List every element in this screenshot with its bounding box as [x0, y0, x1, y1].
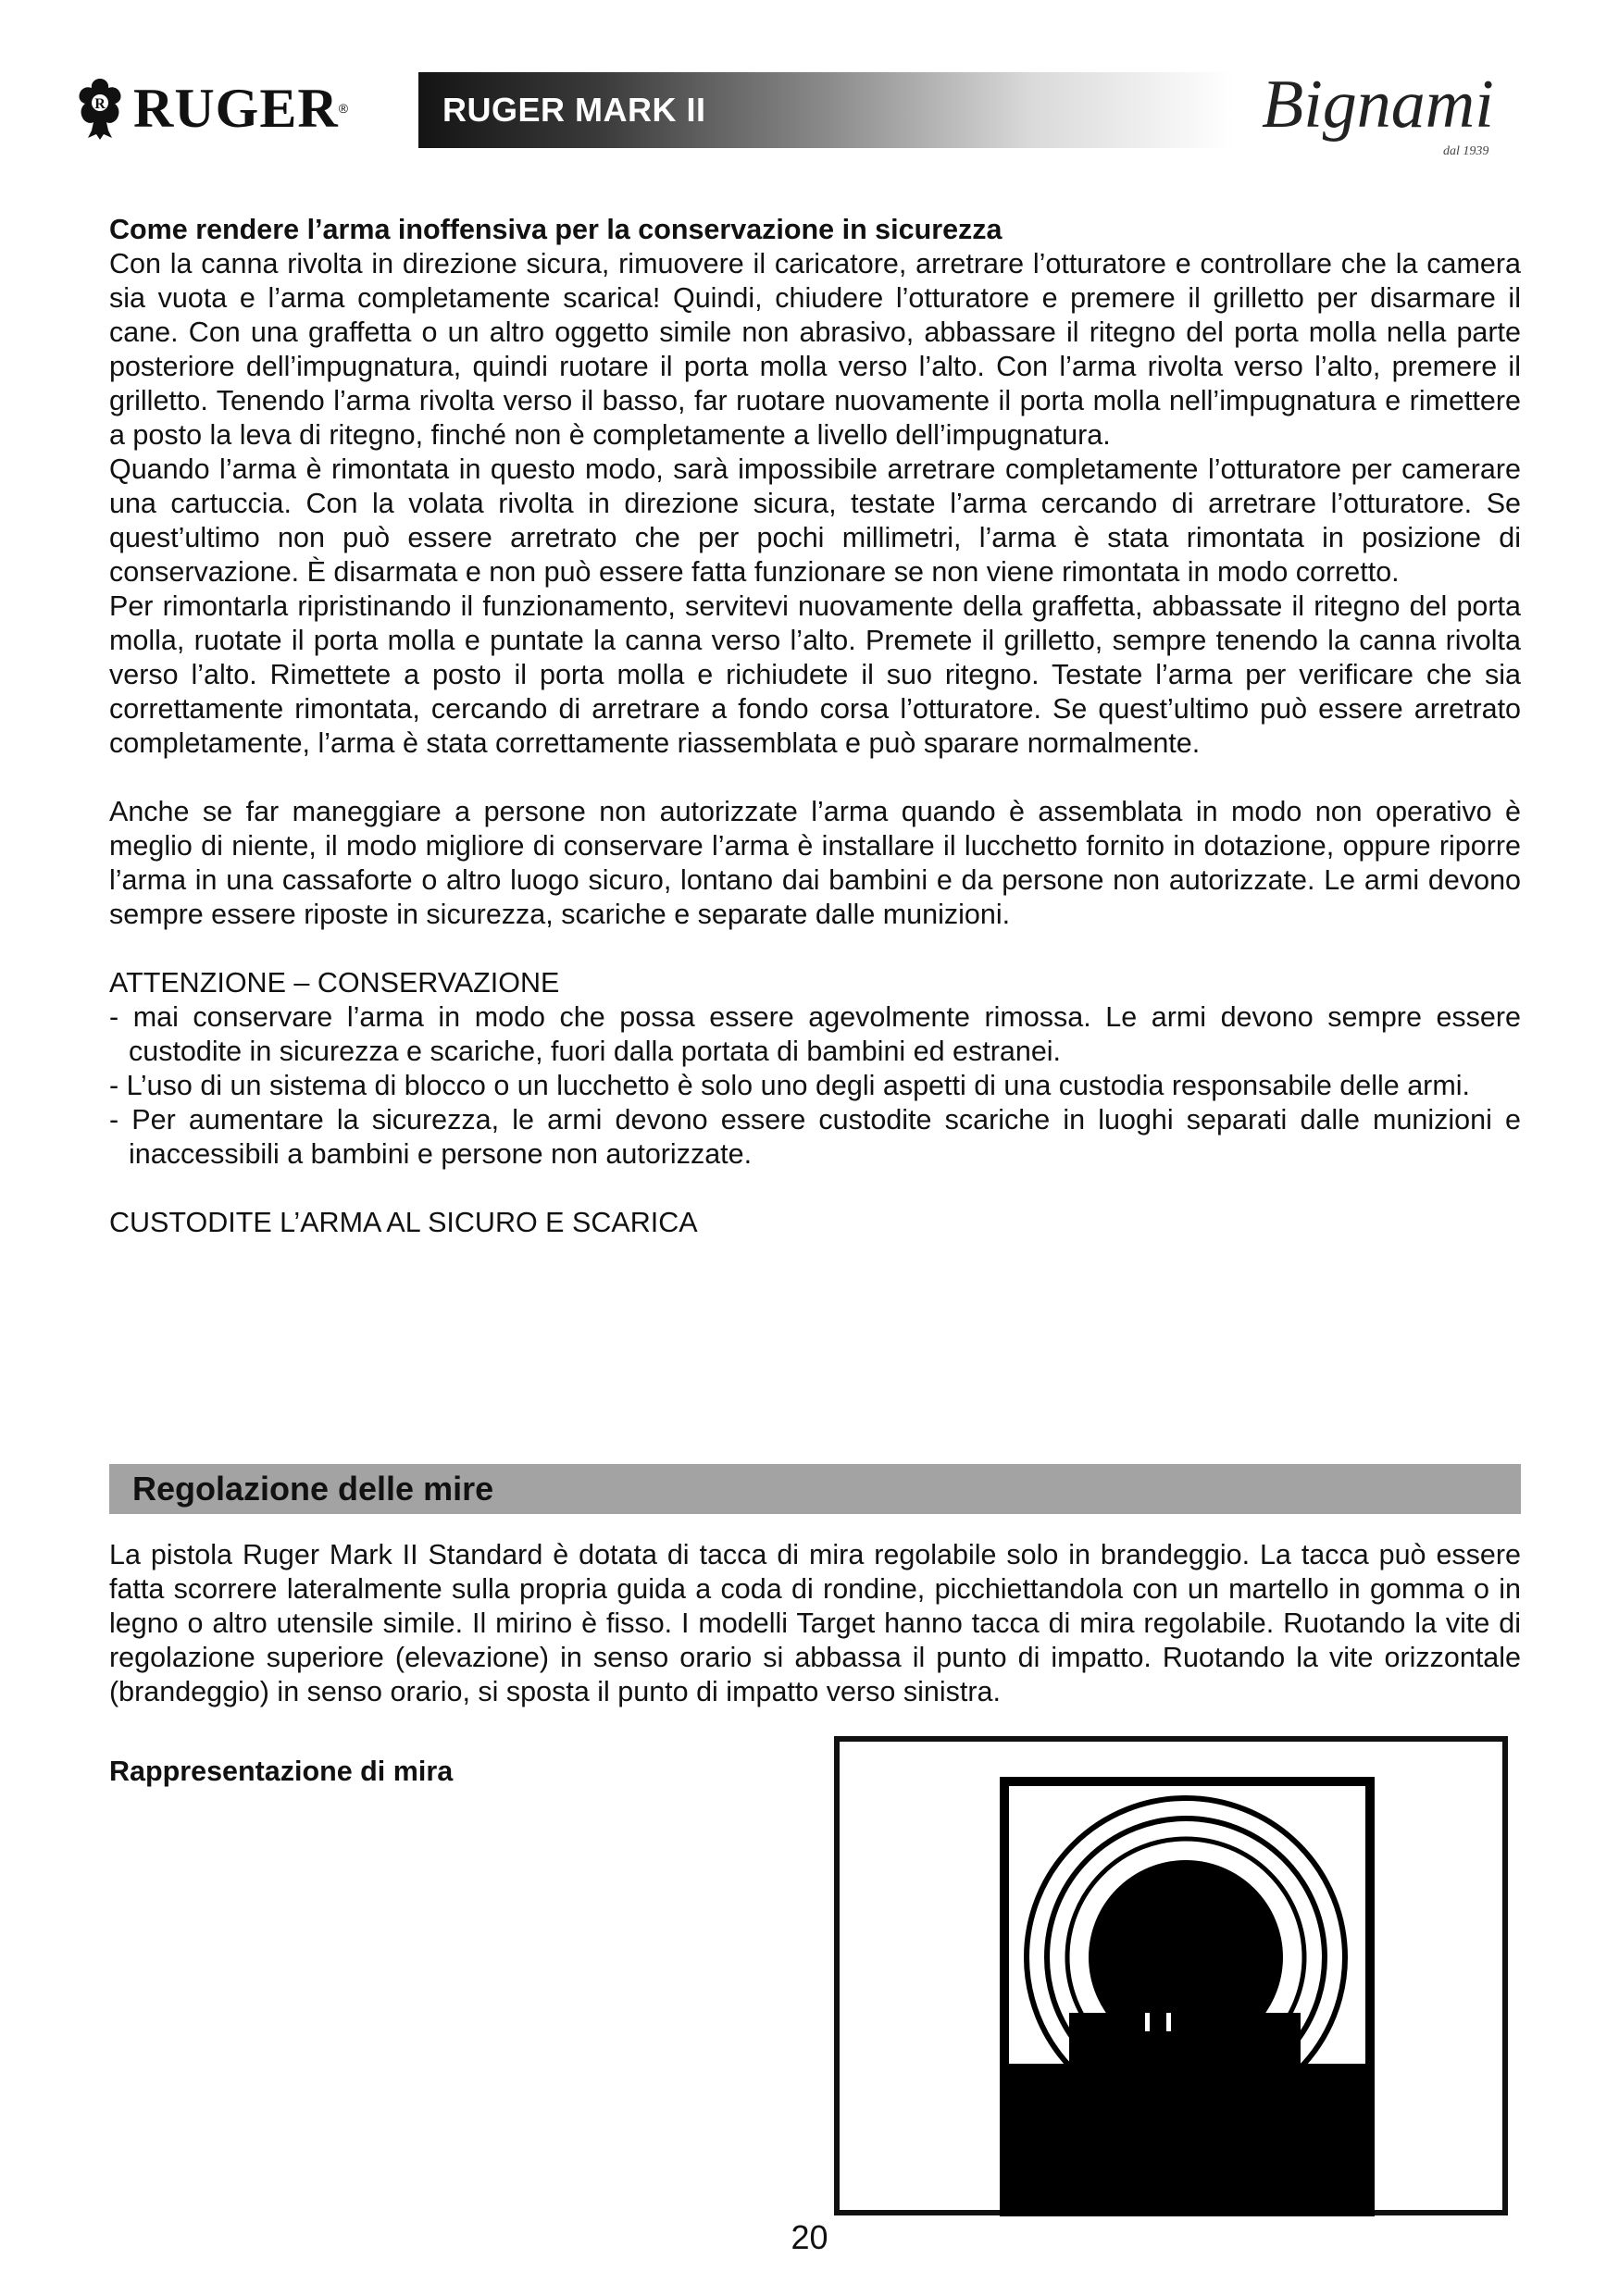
section-title: Regolazione delle mire: [132, 1470, 494, 1508]
page-title: RUGER MARK II: [442, 91, 706, 129]
warning-title: ATTENZIONE – CONSERVAZIONE: [109, 967, 560, 999]
sight-gap-mark: [1145, 2013, 1150, 2031]
front-sight-post: [1069, 2013, 1301, 2216]
bignami-wordmark: Bignami: [1262, 67, 1494, 143]
section-title-bar: [109, 1464, 1521, 1514]
paragraph: Con la canna rivolta in direzione sicura, rimuovere il caricatore, arretrare l’otturatore e controllare che la camera sia vuota e l’arma completamente scarica! Quindi, chiudere l’otturatore e premere il grilletto per disarmare il cane. Con una graffetta o un altro oggetto simile non abrasivo, abbassare il ritegno del porta molla nella parte posteriore dell’impugnatura, quindi ruotare il porta molla verso l’alto. Con l’arma rivolta verso l’alto, premere il grilletto. Tenendo l’arma rivolta verso il basso, far ruotare nuovamente il porta molla nell’impugnatura e rimettere a posto la leva di ritegno, finché non è completamente a livello dell’impugnatura.: [109, 248, 1521, 451]
header-title-bar: [418, 72, 1233, 148]
warning-item: - mai conservare l’arma in modo che possa essere agevolmente rimossa. Le armi devono sempre essere custodite in sicurezza e scariche, fuori dalla portata di bambini ed estranei.: [109, 1001, 1521, 1067]
paragraph: Anche se far maneggiare a persone non autorizzate l’arma quando è assemblata in modo non operativo è meglio di niente, il modo migliore di conservare l’arma è installare il lucchetto fornito in dotazione, oppure riporre l’arma in una cassaforte o altro luogo sicuro, lontano dai bambini e da persone non autorizzate. Le armi devono sempre essere riposte in sicurezza, scariche e separate dalle munizioni.: [109, 796, 1521, 930]
registered-mark: ®: [338, 101, 349, 116]
page-header: [0, 0, 1619, 167]
warning-item: - Per aumentare la sicurezza, le armi devono essere custodite scariche in luoghi separati dalle munizioni e inaccessibili a bambini e persone non autorizzate.: [109, 1104, 1521, 1170]
bignami-tagline: dal 1939: [1443, 144, 1489, 158]
ruger-wordmark: RUGER: [133, 78, 339, 139]
sight-adjustment-section: [109, 1538, 1521, 1709]
paragraph: Per rimontarla ripristinando il funzionamento, servitevi nuovamente della graffetta, abbassate il ritegno del porta molla, ruotate il porta molla e puntate la canna verso l’alto. Premete il grilletto, sempre tenendo la canna rivolta verso l’alto. Rimettete a posto il porta molla e richiudete il suo ritegno. Testate l’arma per verificare che sia correttamente rimontata, cercando di arretrare a fondo corsa l’otturatore. Se quest’ultimo può essere arretrato completamente, l’arma è stata correttamente riassemblata e può sparare normalmente.: [109, 590, 1521, 759]
sight-gap-mark: [1166, 2013, 1171, 2031]
ruger-logo: [74, 67, 398, 150]
storage-safety-section: [109, 213, 1521, 1240]
paragraph: La pistola Ruger Mark II Standard è dotata di tacca di mira regolabile solo in brandeggio. La tacca può essere fatta scorrere lateralmente sulla propria guida a coda di rondine, picchiettandola con un martello in gomma o in legno o altro utensile simile. Il mirino è fisso. I modelli Target hanno tacca di mira regolabile. Ruotando la vite di regolazione superiore (elevazione) in senso orario si abbassa il punto di impatto. Ruotando la vite orizzontale (brandeggio) in senso orario, si sposta il punto di impatto verso sinistra.: [109, 1539, 1521, 1707]
bignami-logo: [1254, 51, 1523, 162]
svg-text:R: R: [94, 96, 106, 112]
paragraph: Quando l’arma è rimontata in questo modo, sarà impossibile arretrare completamente l’otturatore per camerare una cartuccia. Con la volata rivolta in direzione sicura, testate l’arma cercando di arretrare l’otturatore. Se quest’ultimo non può essere arretrato che per pochi millimetri, l’arma è stata rimontata in posizione di conservazione. È disarmata e non può essere fatta funzionare se non viene rimontata in modo corretto.: [109, 453, 1521, 588]
page-number: 20: [791, 2218, 828, 2256]
warning-item: - L’uso di un sistema di blocco o un lucchetto è solo uno degli aspetti di una custodia responsabile delle armi.: [109, 1070, 1470, 1101]
closing-statement: CUSTODITE L’ARMA AL SICURO E SCARICA: [109, 1207, 698, 1238]
ruger-eagle-icon: [74, 75, 126, 142]
figure-caption: Rappresentazione di mira: [109, 1756, 454, 1787]
section-heading: Come rendere l’arma inoffensiva per la conservazione in sicurezza: [109, 214, 1003, 245]
sight-picture-figure: [833, 1735, 1509, 2216]
